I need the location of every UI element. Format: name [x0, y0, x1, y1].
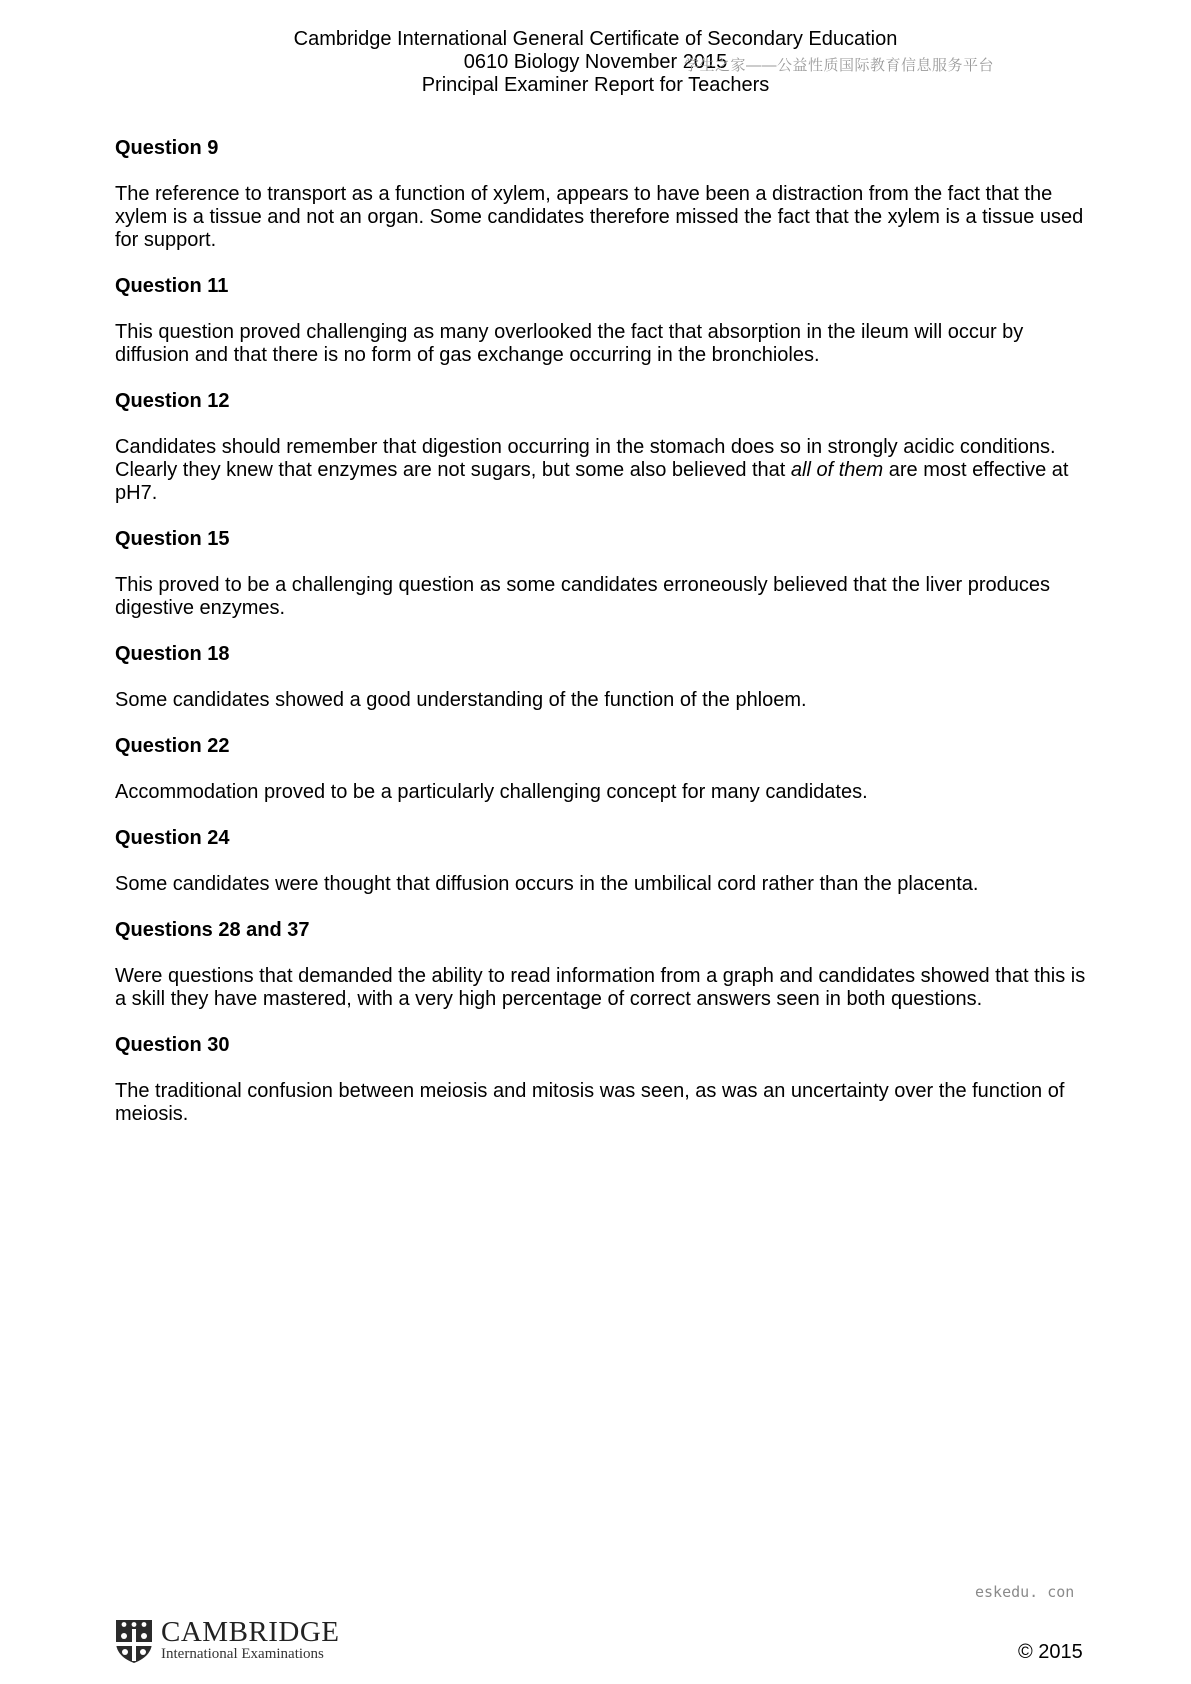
question-comment: This proved to be a challenging question as some candidates erroneously believed that the liver produces digestive enzymes.: [115, 574, 1051, 619]
question-heading: Question 22: [115, 735, 230, 757]
question-comment: This question proved challenging as many overlooked the fact that absorption in the ileum will occur by diffusion and that there is no form of gas exchange occurring in the bronchioles.: [115, 321, 1024, 366]
question-heading: Question 30: [115, 1034, 230, 1056]
cambridge-shield-icon: [114, 1618, 154, 1664]
question-comment: Accommodation proved to be a particularly challenging concept for many candidates.: [115, 781, 868, 803]
question-heading: Question 9: [115, 137, 219, 159]
question-comment: [115, 436, 1090, 505]
question-comment: Were questions that demanded the ability to read information from a graph and candidates showed that this is a skill they have mastered, with a very high percentage of correct answers seen in both questions.: [115, 965, 1086, 1010]
section-question-9: [115, 137, 1090, 252]
section-question-12: [115, 390, 1090, 505]
question-heading: Question 18: [115, 643, 230, 665]
logo-subtitle: International Examinations: [161, 1646, 324, 1662]
section-question-30: [115, 1034, 1090, 1126]
section-question-24: [115, 827, 1090, 896]
question-heading: Question 12: [115, 390, 230, 412]
question-comment: Some candidates showed a good understanding of the function of the phloem.: [115, 689, 807, 711]
question-heading: Question 11: [115, 275, 229, 297]
report-content: [115, 137, 1090, 1149]
question-comment: Some candidates were thought that diffusion occurs in the umbilical cord rather than the placenta.: [115, 873, 979, 895]
chinese-watermark: 学生之家——公益性质国际教育信息服务平台: [684, 57, 995, 74]
section-questions-28-37: [115, 919, 1090, 1011]
question-comment: The reference to transport as a function of xylem, appears to have been a distraction from the fact that the xylem is a tissue and not an organ. Some candidates therefore missed the fact that the xylem is a tissue used for support.: [115, 183, 1084, 251]
cambridge-logo: [114, 1616, 374, 1666]
section-question-18: [115, 643, 1090, 712]
section-question-15: [115, 528, 1090, 620]
comment-text: Candidates should remember that digestion occurring in the stomach does so in strongly acidic conditions. Clearly they knew that enzymes are not sugars, but some also believed that: [115, 436, 1056, 481]
header-syllabus: 0610 Biology November 2015: [463, 51, 728, 73]
header-report-type: Principal Examiner Report for Teachers: [421, 74, 770, 96]
footer-website-watermark: eskedu. con: [975, 1583, 1075, 1601]
question-heading: Question 15: [115, 528, 230, 550]
question-heading: Question 24: [115, 827, 230, 849]
header-qualification: Cambridge International General Certificate of Secondary Education: [293, 28, 898, 50]
section-question-11: [115, 275, 1090, 367]
copyright-notice: © 2015: [1018, 1641, 1083, 1663]
report-header: [0, 28, 1191, 97]
comment-text: are most effective at pH7.: [115, 459, 1069, 504]
logo-wordmark: CAMBRIDGE: [161, 1616, 340, 1648]
comment-emphasis: all of them: [790, 459, 884, 481]
question-comment: The traditional confusion between meiosis and mitosis was seen, as was an uncertainty over the function of meiosis.: [115, 1080, 1065, 1125]
section-question-22: [115, 735, 1090, 804]
question-heading: Questions 28 and 37: [115, 919, 310, 941]
